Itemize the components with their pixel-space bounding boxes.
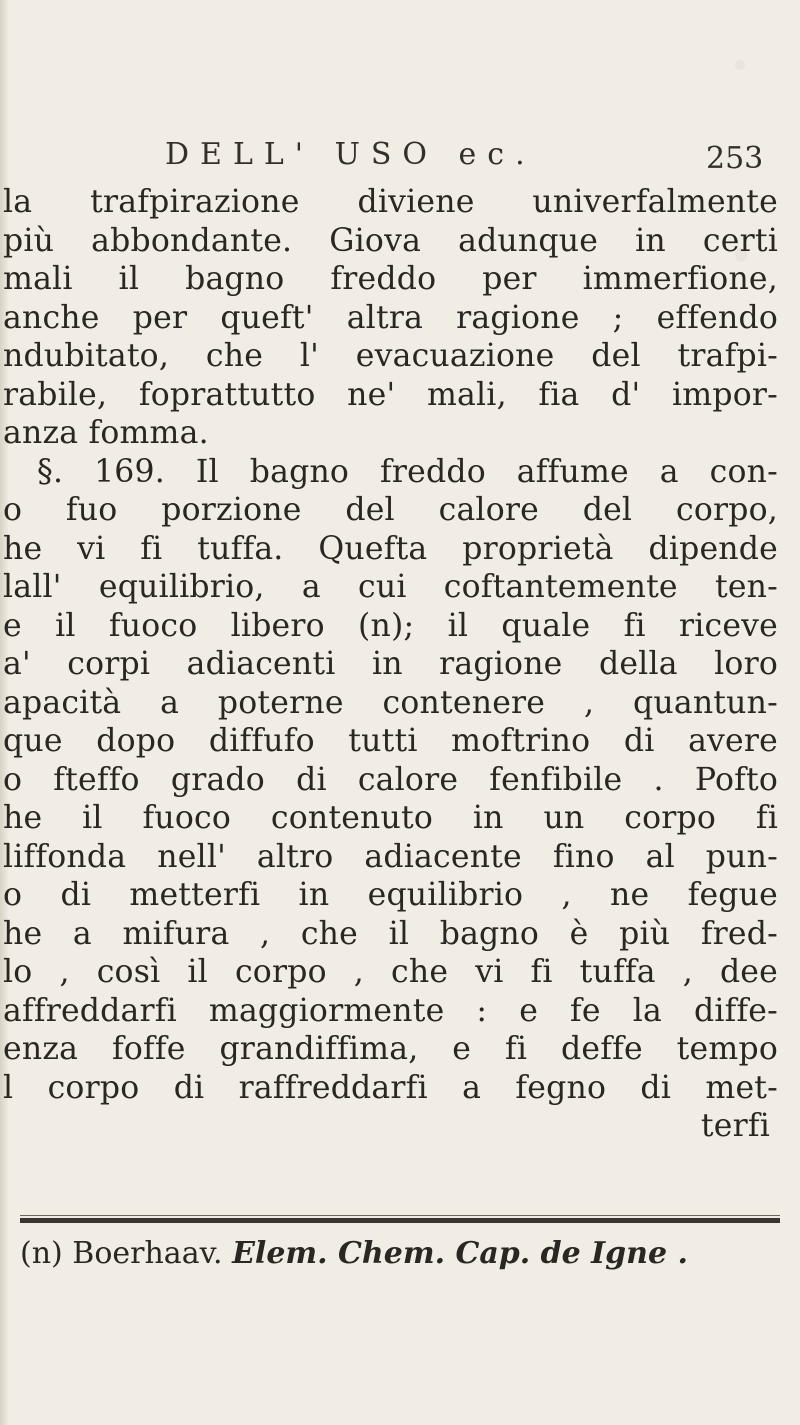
footnote-reference: Elem. Chem. Cap. de Igne . xyxy=(232,1236,688,1271)
text-line: he il fuoco contenuto in un corpo fi xyxy=(3,800,778,836)
text-line: enza foffe grandiffima, e fi deffe tempo xyxy=(3,1031,778,1067)
text-line: ndubitato, che l' evacuazione del trafpi- xyxy=(3,338,778,374)
text-line: anza fomma. xyxy=(3,415,209,451)
text-line: apacità a poterne contenere , quantun- xyxy=(3,684,778,721)
body-text xyxy=(3,183,778,1146)
footnote-author: Boerhaav. xyxy=(72,1236,223,1271)
text-line: rabile, foprattutto ne' mali, fia d' impor- xyxy=(3,376,778,413)
page-number: 253 xyxy=(706,141,764,176)
text-line: lo , così il corpo , che vi fi tuffa , dee xyxy=(3,954,778,990)
text-line: que dopo diffufo tutti moftrino di avere xyxy=(3,723,778,759)
running-title: DELL' USO ec. xyxy=(165,137,536,172)
text-line: anche per queft' altra ragione ; effendo xyxy=(3,299,778,336)
text-line: la trafpirazione diviene univerfalmente xyxy=(3,184,778,220)
text-line: e il fuoco libero (n); il quale fi riceve xyxy=(3,607,778,644)
text-line: he vi fi tuffa. Quefta proprietà dipende xyxy=(3,530,778,567)
footnote-rule xyxy=(20,1218,780,1223)
text-line: he a mifura , che il bagno è più fred- xyxy=(3,915,778,952)
text-line: lall' equilibrio, a cui coftantemente ten- xyxy=(3,569,778,605)
catchword-line: terfi xyxy=(700,1108,770,1144)
text-line: o fuo porzione del calore del corpo, xyxy=(3,492,778,528)
text-line: mali il bagno freddo per immerfione, xyxy=(3,261,778,297)
text-line: liffonda nell' altro adiacente fino al pun- xyxy=(3,838,778,875)
text-line: o fteffo grado di calore fenfibile . Pofto xyxy=(3,761,778,798)
text-line: o di metterfi in equilibrio , ne fegue xyxy=(3,877,778,913)
footnote xyxy=(20,1236,688,1271)
paper-stain xyxy=(735,60,745,70)
text-line: a' corpi adiacenti in ragione della loro xyxy=(3,646,778,682)
text-line: l corpo di raffreddarfi a fegno di met- xyxy=(3,1069,778,1106)
text-line: più abbondante. Giova adunque in certi xyxy=(3,222,778,259)
section-heading-line: §. 169. Il bagno freddo affume a con- xyxy=(37,453,778,490)
page-header xyxy=(0,135,800,185)
footnote-marker: (n) xyxy=(20,1236,63,1271)
text-line: affreddarfi maggiormente : e fe la diffe- xyxy=(3,992,778,1029)
